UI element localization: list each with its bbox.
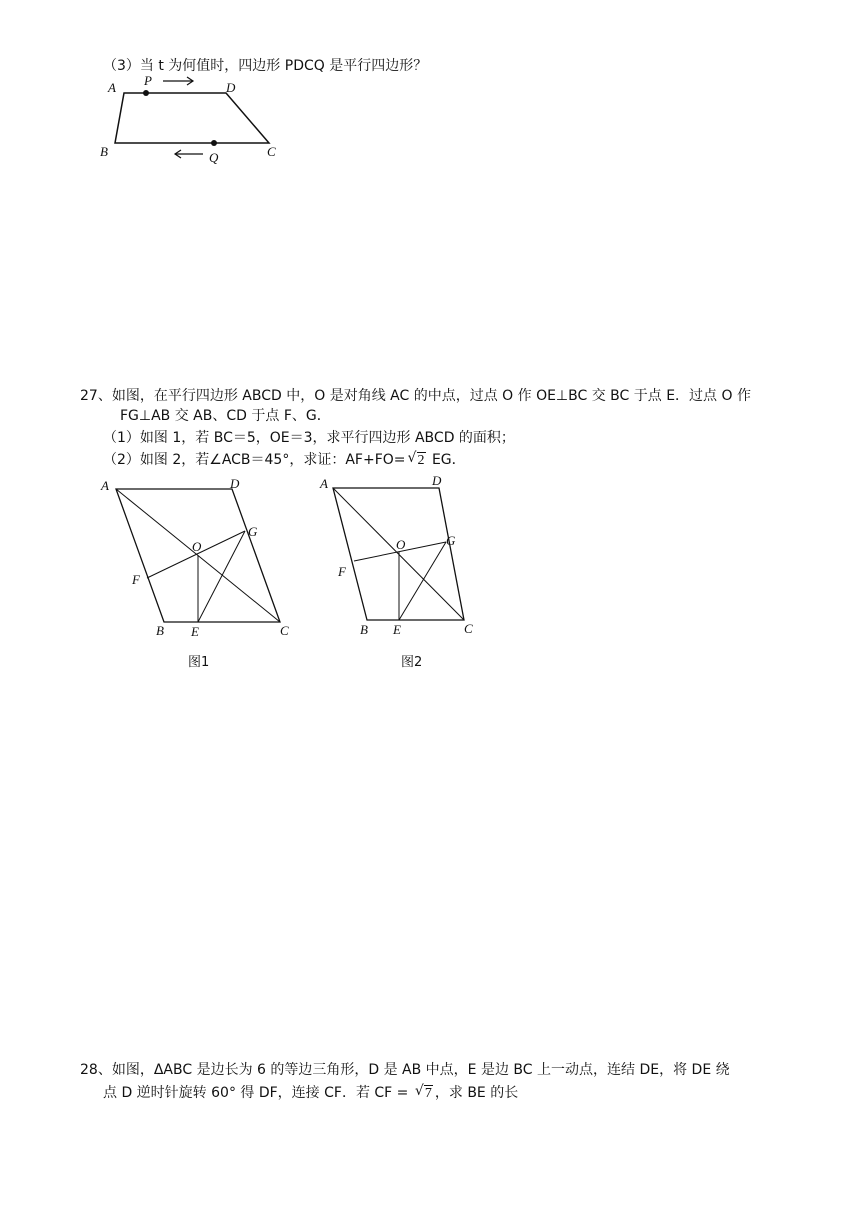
fig2-label-g: G (446, 533, 456, 548)
fig2-label-d: D (432, 473, 442, 488)
fig2-caption: 图2 (401, 655, 423, 670)
q28-line2-prefix: 点 D 逆时针旋转 60° 得 DF，连接 CF．若 CF = (103, 1085, 413, 1101)
q27-part2 (103, 450, 466, 471)
label-d: D (226, 80, 236, 95)
q26-trapezoid-figure (95, 72, 295, 172)
point-q-dot (211, 140, 217, 146)
trapezoid-pdcq-outline (115, 93, 269, 143)
q27-stem-line2: FG⊥AB 交 AB、CD 于点 F、G． (120, 408, 331, 424)
q28-line2 (103, 1083, 518, 1104)
fig1-label-g: G (248, 524, 258, 539)
fig2-label-b: B (360, 622, 368, 637)
sqrt-symbol: √ 2 (407, 450, 425, 468)
q27-number: 27、 (80, 388, 112, 404)
q26-part3-text: （3）当 t 为何值时，四边形 PDCQ 是平行四边形？ (103, 58, 428, 74)
label-q: Q (209, 150, 219, 165)
label-a: A (108, 80, 116, 95)
fig2-label-e: E (393, 622, 401, 637)
segment-eg (198, 531, 245, 622)
q28-text-1: 如图，ΔABC 是边长为 6 的等边三角形，D 是 AB 中点，E 是边 BC 上一动点，连结 DE，将 DE 绕 (111, 1062, 730, 1078)
fig1-label-c: C (280, 623, 289, 638)
label-p: P (144, 73, 152, 88)
q27-stem-line1 (80, 386, 751, 406)
q27-part1: （1）如图 1，若 BC＝5，OE＝3，求平行四边形 ABCD 的面积； (103, 430, 515, 446)
point-p-dot (143, 90, 149, 96)
fig1-caption: 图1 (188, 655, 210, 670)
fig1-label-b: B (156, 623, 164, 638)
q27-part2-prefix: （2）如图 2，若∠ACB＝45°，求证：AF+FO= (103, 452, 406, 468)
label-b: B (100, 144, 108, 159)
q28-sqrt-value: 7 (424, 1086, 432, 1101)
segment-eg (399, 542, 446, 620)
q28-line2-suffix: ，求 BE 的长 (434, 1085, 519, 1101)
q27-part2-suffix: EG． (427, 452, 466, 468)
q27-figure-1 (95, 472, 305, 672)
q28-line1 (80, 1060, 730, 1080)
q28-number: 28、 (80, 1062, 112, 1078)
label-c: C (267, 144, 276, 159)
fig1-label-f: F (132, 572, 140, 587)
fig1-label-o: O (192, 539, 202, 554)
fig2-label-a: A (320, 476, 328, 491)
sqrt-symbol: √ 7 (414, 1083, 432, 1101)
fig2-label-c: C (464, 621, 473, 636)
q27-part2-sqrt-value: 2 (417, 453, 425, 468)
fig1-label-d: D (230, 476, 240, 491)
q27-figure-2 (315, 472, 495, 672)
fig2-label-f: F (338, 564, 346, 579)
fig2-label-o: O (396, 537, 406, 552)
q27-stem-text-1: 如图，在平行四边形 ABCD 中，O 是对角线 AC 的中点，过点 O 作 OE⊥BC 交 BC 于点 E．过点 O 作 (111, 388, 751, 404)
fig1-label-a: A (101, 478, 109, 493)
fig1-label-e: E (191, 624, 199, 639)
